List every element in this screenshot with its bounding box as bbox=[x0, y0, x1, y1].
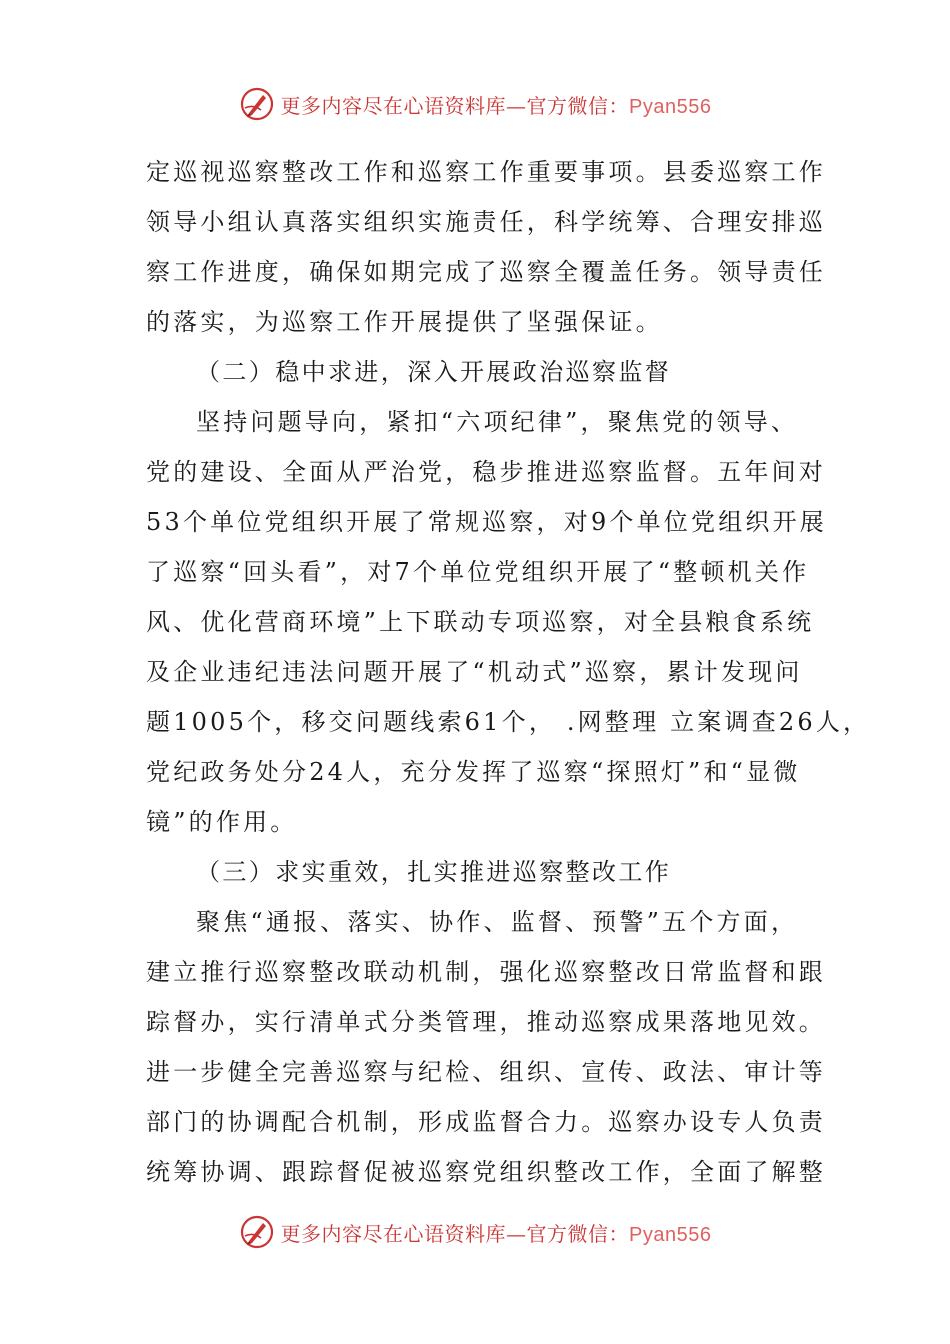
paragraph-line: 53个单位党组织开展了常规巡察，对9个单位党组织开展 bbox=[146, 508, 828, 536]
paragraph-line: 了巡察“回头看”，对7个单位党组织开展了“整顿机关作 bbox=[146, 558, 810, 586]
paragraph-line: 及企业违纪违法问题开展了“机动式”巡察，累计发现问 bbox=[146, 658, 803, 686]
document-body bbox=[146, 147, 871, 1197]
watermark-text bbox=[281, 90, 712, 119]
paragraph-line: 风、优化营商环境”上下联动专项巡察，对全县粮食系统 bbox=[146, 608, 815, 636]
paragraph-line: 踪督办，实行清单式分类管理，推动巡察成果落地见效。 bbox=[146, 1008, 826, 1036]
section-heading: （三）求实重效，扎实推进巡察整改工作 bbox=[196, 858, 672, 886]
paragraph-line: 建立推行巡察整改联动机制，强化巡察整改日常监督和跟 bbox=[146, 958, 826, 986]
paragraph-line: 镜”的作用。 bbox=[146, 808, 298, 836]
header-watermark-banner bbox=[0, 84, 950, 124]
watermark-label: 更多内容尽在心语资料库—官方微信： bbox=[280, 93, 630, 118]
wechat-handle: Pyan556 bbox=[629, 1223, 712, 1246]
paragraph-line: 领导小组认真落实组织实施责任，科学统筹、合理安排巡 bbox=[146, 208, 826, 236]
paragraph-line: 部门的协调配合机制，形成监督合力。巡察办设专人负责 bbox=[146, 1108, 826, 1136]
section-heading: （二）稳中求进，深入开展政治巡察监督 bbox=[196, 358, 672, 386]
paragraph-line: 坚持问题导向，紧扣“六项纪律”，聚焦党的领导、 bbox=[196, 408, 799, 436]
paragraph-line: 进一步健全完善巡察与纪检、组织、宣传、政法、审计等 bbox=[146, 1058, 826, 1086]
footer-watermark-banner bbox=[0, 1212, 950, 1252]
paragraph-line: 聚焦“通报、落实、协作、监督、预警”五个方面， bbox=[196, 908, 799, 936]
paragraph-line: 察工作进度，确保如期完成了巡察全覆盖任务。领导责任 bbox=[146, 258, 826, 286]
pen-logo-icon bbox=[239, 1214, 275, 1250]
paragraph-line: 统筹协调、跟踪督促被巡察党组织整改工作，全面了解整 bbox=[146, 1158, 826, 1186]
paragraph-line: 的落实，为巡察工作开展提供了坚强保证。 bbox=[146, 308, 663, 336]
watermark-label: 更多内容尽在心语资料库—官方微信： bbox=[280, 1221, 630, 1246]
watermark-text bbox=[281, 1218, 712, 1247]
pen-logo-icon bbox=[239, 86, 275, 122]
paragraph-line: 党的建设、全面从严治党，稳步推进巡察监督。五年间对 bbox=[146, 458, 826, 486]
wechat-handle: Pyan556 bbox=[629, 95, 712, 118]
paragraph-line: 定巡视巡察整改工作和巡察工作重要事项。县委巡察工作 bbox=[146, 158, 826, 186]
paragraph-line: 党纪政务处分24人，充分发挥了巡察“探照灯”和“显微 bbox=[146, 758, 801, 786]
paragraph-line: 题1005个，移交问题线索61个， .网整理 立案调查26人， bbox=[146, 708, 871, 736]
